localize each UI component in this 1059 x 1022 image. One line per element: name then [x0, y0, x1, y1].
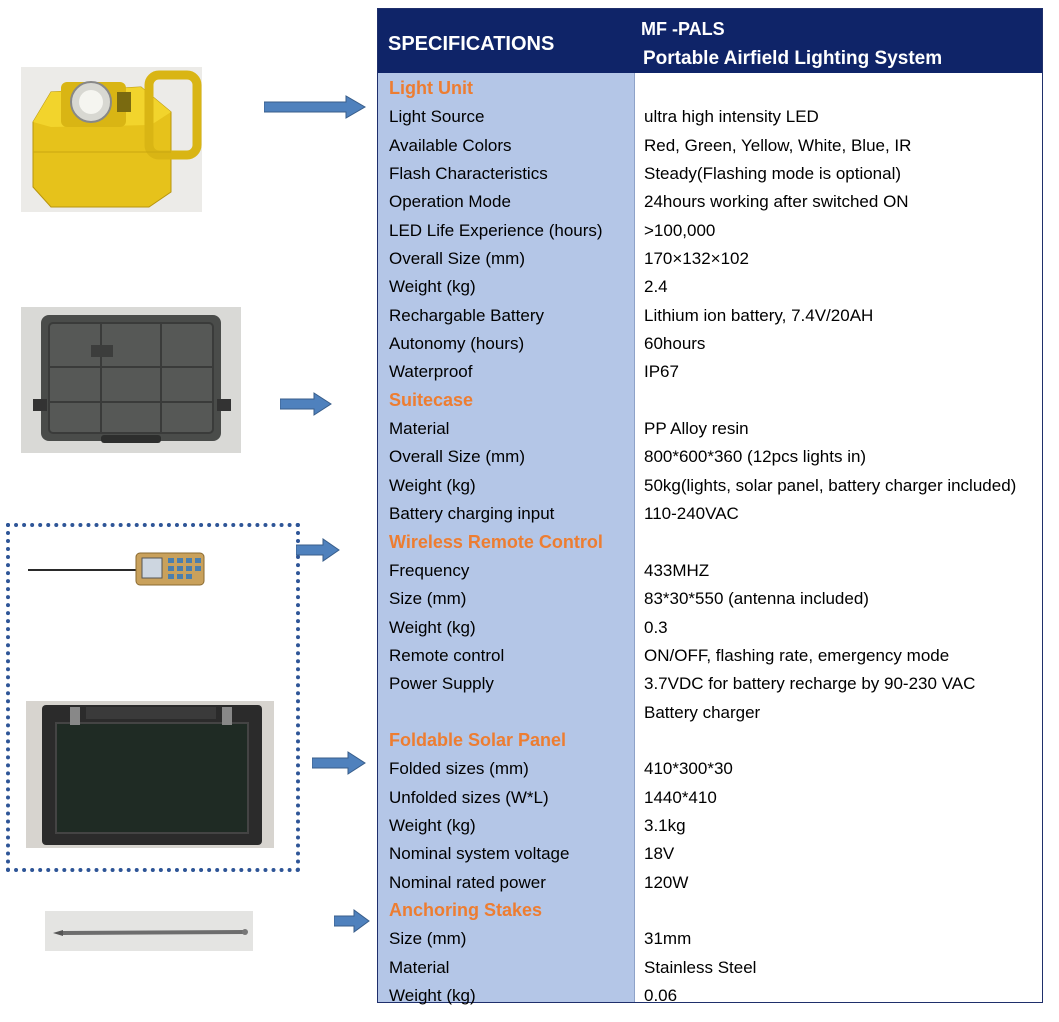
- spec-label: Overall Size (mm): [389, 447, 526, 467]
- spec-value: 170×132×102: [644, 249, 749, 269]
- section-title: Foldable Solar Panel: [389, 729, 567, 750]
- spec-label: Waterproof: [389, 362, 473, 382]
- spec-label: Weight (kg): [389, 475, 476, 495]
- specifications-table: [377, 8, 1043, 1003]
- table-row: [378, 445, 1042, 473]
- spec-label: Frequency: [389, 560, 470, 580]
- model-name: MF -PALS: [641, 19, 725, 39]
- table-row: [378, 616, 1042, 644]
- table-row: [378, 701, 1042, 729]
- spec-label: Size (mm): [389, 589, 467, 609]
- arrow-right-icon: [296, 538, 340, 562]
- section-title: Wireless Remote Control: [389, 531, 603, 552]
- section-row: [378, 77, 1042, 105]
- table-row: [378, 757, 1042, 785]
- table-row: [378, 644, 1042, 672]
- section-title: Suitecase: [389, 389, 474, 410]
- spec-value: 50kg(lights, solar panel, battery charger included): [644, 475, 1017, 495]
- table-header: [378, 9, 1042, 73]
- spec-value: 31mm: [644, 929, 692, 949]
- anchoring-stake-photo: [45, 911, 253, 951]
- spec-label: Unfolded sizes (W*L): [389, 787, 549, 807]
- table-row: [378, 134, 1042, 162]
- spec-value: 433MHZ: [644, 560, 710, 580]
- table-row: [378, 360, 1042, 388]
- spec-value: >100,000: [644, 220, 716, 240]
- section-title: Anchoring Stakes: [389, 899, 543, 920]
- spec-value: 410*300*30: [644, 759, 733, 779]
- spec-label: Weight (kg): [389, 815, 476, 835]
- spec-label: Power Supply: [389, 674, 494, 694]
- spec-label: Overall Size (mm): [389, 249, 526, 269]
- table-row: [378, 219, 1042, 247]
- spec-value: 24hours working after switched ON: [644, 192, 909, 212]
- suitcase-photo: [21, 307, 241, 453]
- table-row: [378, 105, 1042, 133]
- dotted-group-box: [6, 523, 300, 872]
- spec-label: Weight (kg): [389, 277, 476, 297]
- spec-label: Weight (kg): [389, 986, 476, 1005]
- spec-value: 60hours: [644, 334, 706, 354]
- table-row: [378, 162, 1042, 190]
- spec-value: Steady(Flashing mode is optional): [644, 164, 902, 184]
- table-row: [378, 672, 1042, 700]
- spec-label: Size (mm): [389, 929, 467, 949]
- arrow-right-icon: [334, 909, 370, 933]
- spec-value: 18V: [644, 844, 675, 864]
- spec-label: Folded sizes (mm): [389, 759, 529, 779]
- section-title: Light Unit: [389, 78, 473, 98]
- section-row: [378, 729, 1042, 757]
- arrow-right-icon: [312, 751, 366, 775]
- table-row: [378, 814, 1042, 842]
- spec-label: Weight (kg): [389, 617, 476, 637]
- spec-label: Nominal system voltage: [389, 844, 570, 864]
- spec-value: 1440*410: [644, 787, 717, 807]
- table-row: [378, 559, 1042, 587]
- table-row: [378, 871, 1042, 899]
- spec-label: Material: [389, 419, 450, 439]
- spec-label: Remote control: [389, 645, 505, 665]
- arrow-right-icon: [280, 392, 332, 416]
- spec-value: IP67: [644, 362, 679, 382]
- spec-value: 3.1kg: [644, 815, 686, 835]
- spec-rows: [378, 77, 1042, 1012]
- section-row: [378, 389, 1042, 417]
- spec-value: 800*600*360 (12pcs lights in): [644, 447, 867, 467]
- spec-value: 110-240VAC: [644, 504, 739, 524]
- spec-value: 0.06: [644, 986, 678, 1005]
- spec-label: Autonomy (hours): [389, 334, 525, 354]
- table-row: [378, 275, 1042, 303]
- spec-value: Red, Green, Yellow, White, Blue, IR: [644, 135, 912, 155]
- spec-label: LED Life Experience (hours): [389, 220, 603, 240]
- spec-value: ON/OFF, flashing rate, emergency mode: [644, 645, 950, 665]
- table-row: [378, 956, 1042, 984]
- section-row: [378, 531, 1042, 559]
- spec-value: ultra high intensity LED: [644, 107, 819, 127]
- spec-label: Light Source: [389, 107, 485, 127]
- spec-label: Battery charging input: [389, 504, 555, 524]
- product-name: Portable Airfield Lighting System: [643, 48, 943, 69]
- table-row: [378, 474, 1042, 502]
- table-row: [378, 502, 1042, 530]
- table-row: [378, 587, 1042, 615]
- spec-value: 2.4: [644, 277, 668, 297]
- light-unit-photo: [21, 67, 202, 212]
- spec-value: 0.3: [644, 617, 668, 637]
- table-row: [378, 247, 1042, 275]
- table-row: [378, 927, 1042, 955]
- spec-value: 120W: [644, 872, 689, 892]
- spec-label: Available Colors: [389, 135, 512, 155]
- specifications-heading: SPECIFICATIONS: [388, 33, 555, 55]
- table-row: [378, 332, 1042, 360]
- spec-value: 83*30*550 (antenna included): [644, 589, 869, 609]
- spec-value: Stainless Steel: [644, 957, 757, 977]
- spec-label: Material: [389, 957, 450, 977]
- arrow-right-icon: [264, 95, 366, 119]
- spec-value: Lithium ion battery, 7.4V/20AH: [644, 305, 874, 325]
- table-row: [378, 786, 1042, 814]
- table-row: [378, 984, 1042, 1012]
- table-row: [378, 304, 1042, 332]
- spec-value: Battery charger: [644, 702, 761, 722]
- table-row: [378, 190, 1042, 218]
- spec-label: Flash Characteristics: [389, 164, 548, 184]
- spec-value: PP Alloy resin: [644, 419, 749, 439]
- spec-value: 3.7VDC for battery recharge by 90-230 VAC: [644, 674, 976, 694]
- table-row: [378, 417, 1042, 445]
- table-row: [378, 842, 1042, 870]
- spec-label: Rechargable Battery: [389, 305, 544, 325]
- spec-label: Operation Mode: [389, 192, 511, 212]
- spec-label: Nominal rated power: [389, 872, 546, 892]
- section-row: [378, 899, 1042, 927]
